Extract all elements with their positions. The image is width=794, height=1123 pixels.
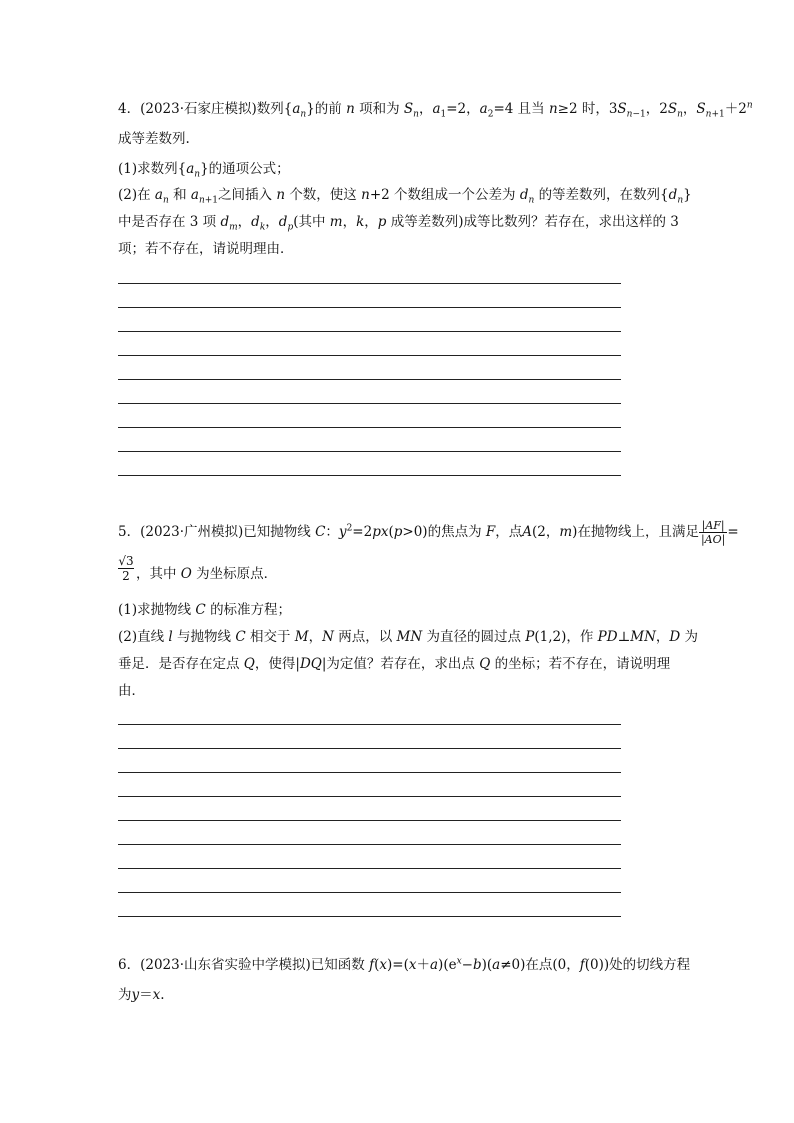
q4-part2-line1: (2)在 $a_n$ 和 $a_{n+1}$之间插入 n 个数，使这 n+2 个数组成一个公差为 $d_n$ 的等差数列，在数列$\{d_n\}$ [118,187,692,206]
answer-line [118,355,621,356]
q5-part2-line3: 由． [118,683,145,699]
answer-line [118,748,621,749]
answer-line [118,283,621,284]
q5-line2: ，其中 O 为坐标原点． [136,566,278,582]
answer-line [118,451,621,452]
q6-line1: 6．(2023·山东省实验中学模拟)已知函数 $f(x)=(x+a)(e^x-b)(a\ne 0)$在点(0，f(0))处的切线方程 [118,956,691,973]
q6-line2: 为y＝x. [118,987,165,1003]
q4-line2: 成等差数列. [118,131,190,147]
answer-line [118,379,621,380]
answer-line [118,772,621,773]
fraction-af-ao: $\frac{|AF|}{|AO|}$ [700,519,726,546]
q4-part2-line2: 中是否存在 3 项 $d_m$，$d_k$，$d_p$(其中 m，k，p 成等差数列)成等比数列？若存在，求出这样的 3 [118,214,679,233]
answer-line [118,916,621,917]
answer-line [118,892,621,893]
answer-line [118,475,621,476]
q5-part2-line1: (2)直线 l 与抛物线 C 相交于 M，N 两点，以 MN 为直径的圆过点 P(1,2)，作 PD⊥MN，D 为 [118,629,699,645]
answer-line [118,868,621,869]
q4-line1: 4．(2023·石家庄模拟)数列$\{a_n\}$的前 n 项和为 $S_n$，$a_1=2$，$a_2=4$ 且当 n≥2 时，$3S_{n-1}$，$2S_n$，$S_{n+1}+2^n$ [118,100,753,120]
answer-line [118,427,621,428]
answer-line [118,724,621,725]
answer-line [118,796,621,797]
answer-line [118,844,621,845]
q4-part1: (1)求数列$\{a_n\}$的通项公式； [118,161,290,180]
fraction-sqrt3-over-2: √3 2 [118,554,134,583]
answer-line [118,307,621,308]
answer-lines-q4 [118,283,621,499]
q5-line1: 5．(2023·广州模拟)已知抛物线 C：$y^2=2px(p>0)$的焦点为 F，点A(2，m)在抛物线上，且满足 $\frac{|AF|}{|AO|}$ = [118,519,739,546]
q4-part2-line3: 项；若不存在，请说明理由． [118,241,294,257]
answer-line [118,331,621,332]
answer-lines-q5 [118,724,621,940]
q5-part1: (1)求抛物线 C 的标准方程； [118,602,292,618]
answer-line [118,403,621,404]
answer-line [118,820,621,821]
q5-part2-line2: 垂足．是否存在定点 Q，使得|DQ|为定值？若存在，求出点 Q 的坐标；若不存在，请说明理 [118,656,671,672]
